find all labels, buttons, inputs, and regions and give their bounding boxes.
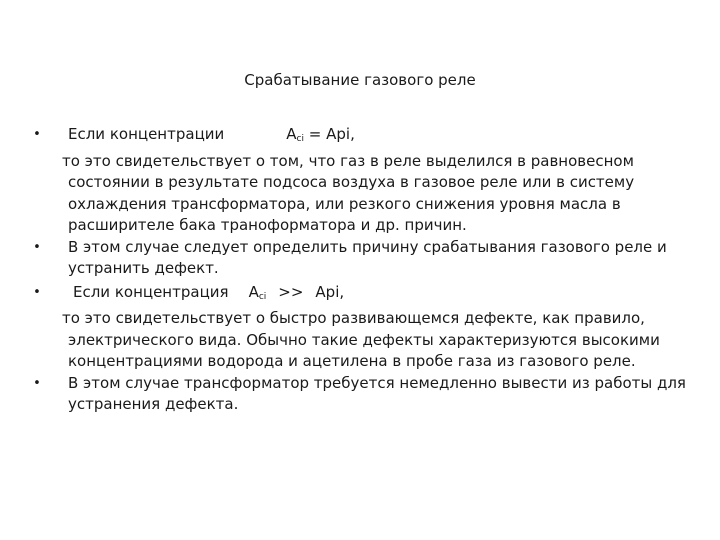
- bullet-3-sym-a: A: [248, 282, 259, 301]
- bullet-item-1: [30, 124, 696, 151]
- bullet-2-text: В этом случае следует определить причину срабатывания газового реле и устранить дефект.: [68, 237, 667, 277]
- bullet-3-body: то это свидетельствует о быстро развивающемся дефекте, как правило, электрического вида. Обычно такие дефекты характеризуются высокими концентрациями водорода и ацетилена в пробе газа из газового реле.: [62, 309, 660, 370]
- bullet-1-sym-a: A: [286, 125, 297, 143]
- slide-title: [0, 70, 720, 90]
- bullet-1-sym-b: Api,: [326, 125, 355, 143]
- bullet-3-sym-a-sub: ci: [258, 291, 267, 302]
- bullet-4-text: В этом случае трансформатор требуется немедленно вывести из работы для устранения дефекта.: [68, 373, 686, 413]
- bullet-1-prefix: Если концентрации: [68, 125, 225, 143]
- bullet-3-head: [68, 282, 696, 309]
- bullet-1-head: [68, 124, 696, 151]
- bullet-3-operator: >>: [278, 282, 304, 301]
- bullet-3-prefix: Если концентрация: [73, 282, 229, 301]
- bullet-marker: •: [33, 239, 41, 255]
- bullet-item-3: [30, 282, 696, 309]
- bullet-1-body: то это свидетельствует о том, что газ в реле выделился в равновесном состоянии в результате подсоса воздуха в газовое реле или в систему охлаждения трансформатора, или резкого снижения уровня масла в расширителе бака траноформатора и др. причин.: [62, 151, 635, 234]
- bullet-item-2: [30, 237, 696, 280]
- bullet-marker: •: [33, 127, 41, 142]
- bullet-1-operator: =: [308, 125, 322, 143]
- slide-title-text: Срабатывание газового реле: [244, 71, 476, 89]
- bullet-marker: •: [33, 284, 41, 300]
- bullet-3-sym-b: Api,: [315, 282, 345, 301]
- bullet-1-sym-a-sub: ci: [296, 134, 304, 144]
- bullet-marker: •: [33, 375, 41, 391]
- bullet-item-4: [30, 373, 696, 416]
- bullet-list: [30, 124, 696, 416]
